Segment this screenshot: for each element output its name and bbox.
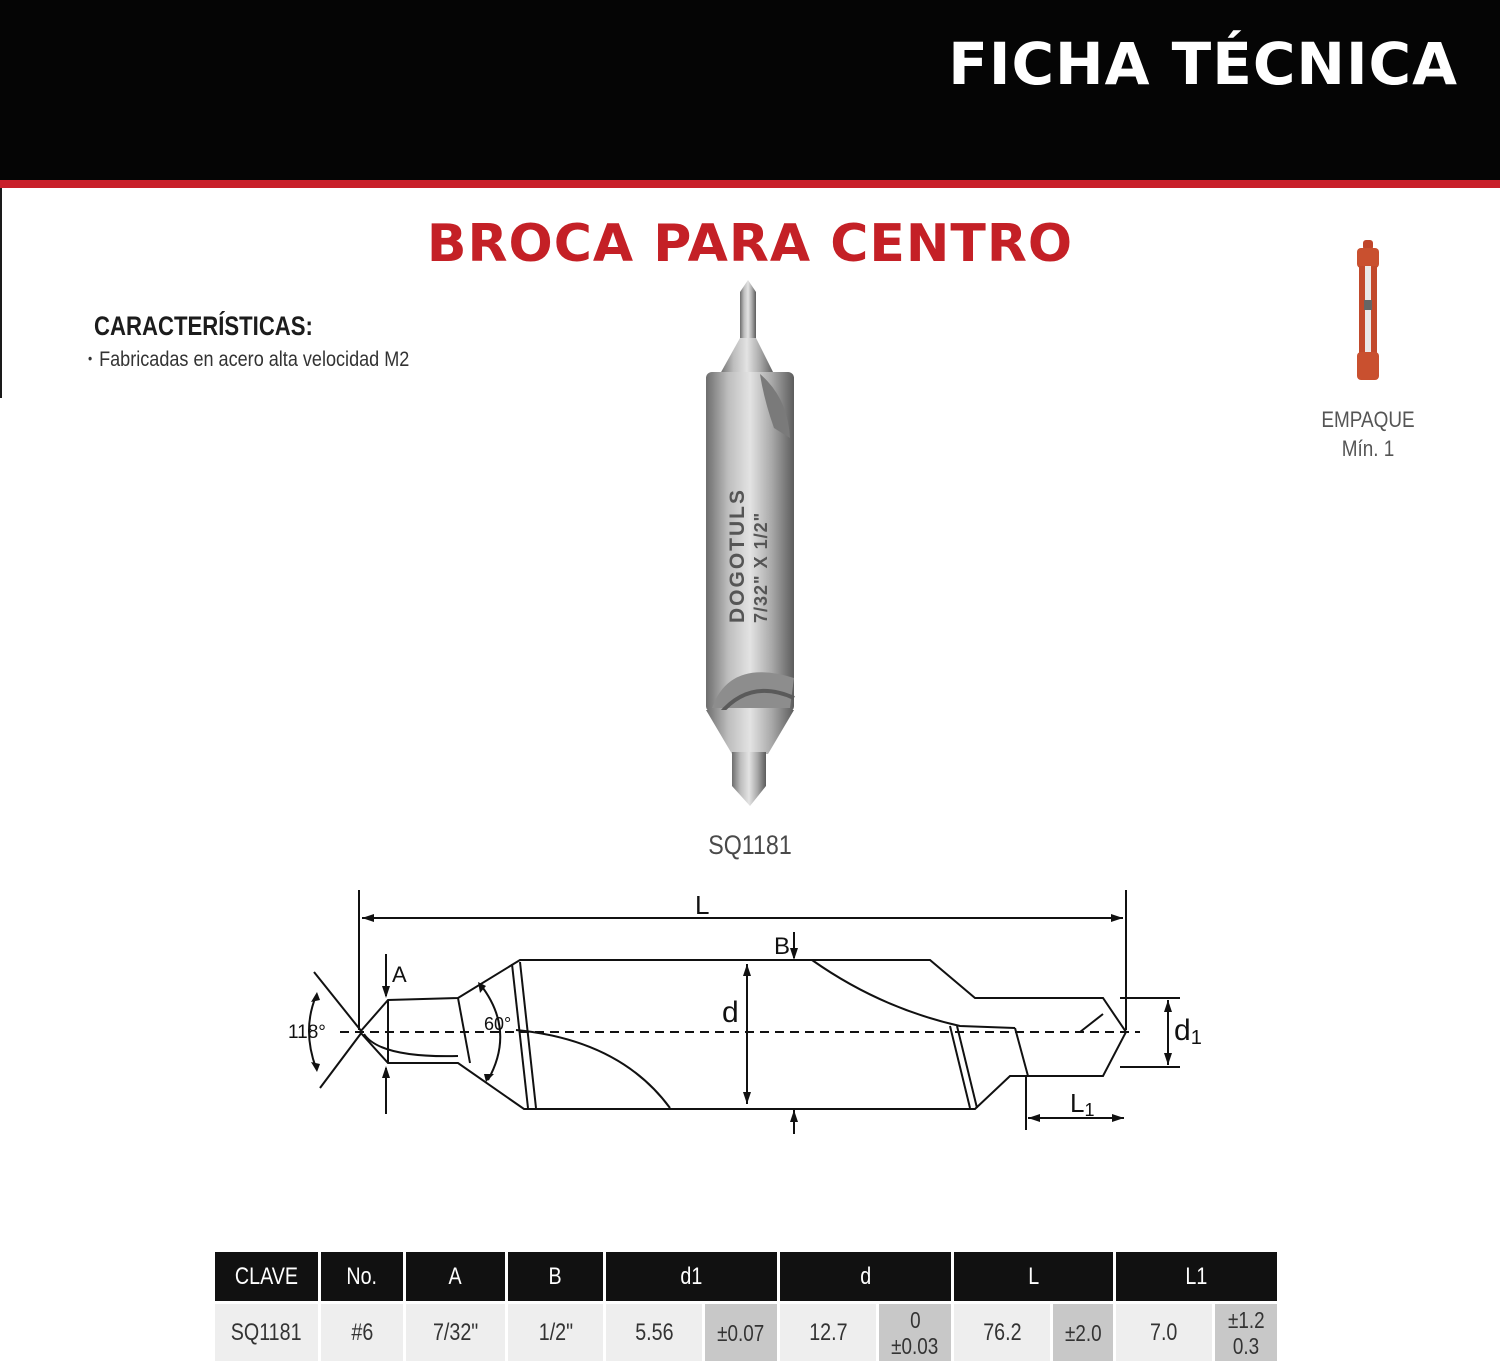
cell-d1: 5.56 [606, 1304, 702, 1361]
header-l1: L1 [1116, 1252, 1277, 1301]
features-heading: CARACTERÍSTICAS: [94, 311, 313, 341]
drill-outline [360, 960, 1126, 1109]
cell-d1-tolerance: ±0.07 [705, 1304, 777, 1361]
label-l1: L1 [1070, 1088, 1095, 1120]
page-title: FICHA TÉCNICA [948, 30, 1458, 98]
label-angle-60: 60° [484, 1014, 512, 1034]
header-clave: CLAVE [215, 1252, 318, 1301]
product-code: SQ1181 [708, 830, 792, 860]
label-d: d [722, 996, 739, 1029]
label-l: L [695, 890, 710, 920]
header-a: A [406, 1252, 505, 1301]
header-d1: d1 [606, 1252, 777, 1301]
header-b: B [508, 1252, 603, 1301]
cell-b: 1/2" [508, 1304, 603, 1361]
header-l: L [954, 1252, 1113, 1301]
cell-a: 7/32" [406, 1304, 505, 1361]
engraving-brand: DOGOTULS [726, 488, 749, 623]
header-no: No. [321, 1252, 403, 1301]
label-d1: d1 [1174, 1014, 1202, 1049]
label-angle-118: 118° [288, 1022, 326, 1043]
center-drill-photo [690, 278, 810, 813]
cell-l1-tolerance: ±1.2 0.3 [1215, 1304, 1277, 1361]
cell-l: 76.2 [954, 1304, 1050, 1361]
cell-clave: SQ1181 [215, 1304, 318, 1361]
product-title: BROCA PARA CENTRO [426, 214, 1074, 274]
packaging-title: EMPAQUE [1321, 407, 1415, 432]
features-list [88, 348, 409, 372]
label-a: A [392, 962, 407, 987]
cell-no: #6 [321, 1304, 403, 1361]
packaging-tube-photo [1348, 240, 1388, 385]
dimension-diagram [280, 880, 1220, 1170]
cell-d-tolerance: 0 ±0.03 [879, 1304, 951, 1361]
feature-item: • Fabricadas en acero alta velocidad M2 [88, 348, 409, 372]
cell-d: 12.7 [780, 1304, 876, 1361]
label-b: B [774, 933, 791, 960]
specification-table [212, 1252, 1280, 1361]
packaging-label [1300, 405, 1436, 463]
packaging-minimum: Mín. 1 [1341, 436, 1395, 461]
header-d: d [780, 1252, 951, 1301]
header-accent-stripe [0, 180, 1500, 188]
cell-l-tolerance: ±2.0 [1053, 1304, 1113, 1361]
engraving-size: 7/32" X 1/2" [751, 511, 771, 623]
table-row [215, 1304, 1277, 1361]
cell-l1: 7.0 [1116, 1304, 1212, 1361]
